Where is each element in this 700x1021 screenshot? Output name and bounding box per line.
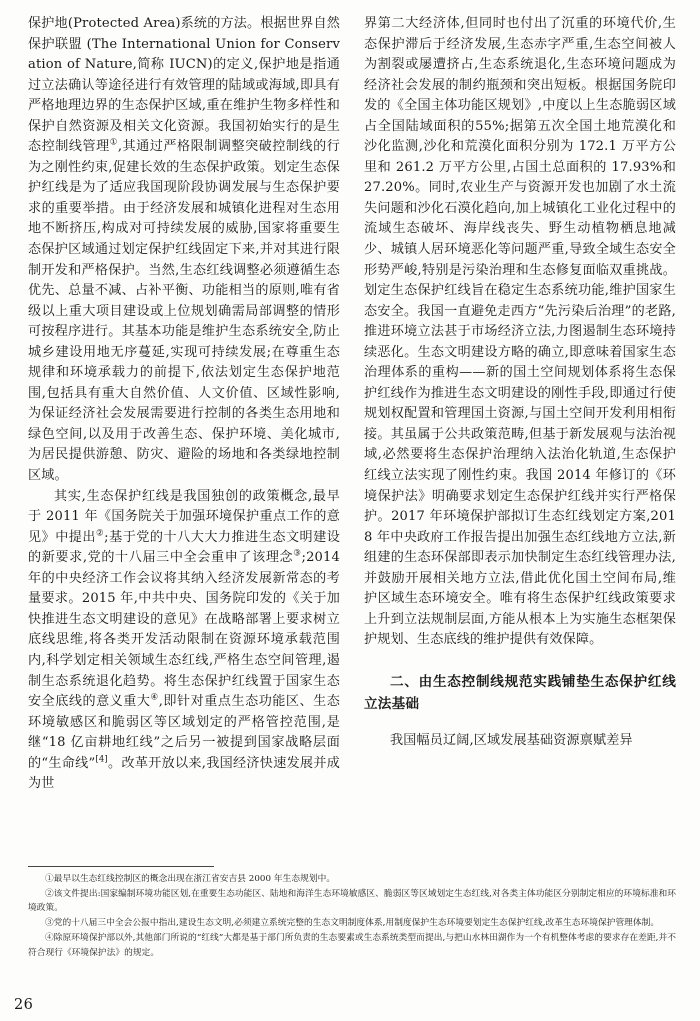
paragraph-continued [28,14,340,487]
paragraph-text-after-ref: ,其通过严格限制调整突破控制线的行为之刚性约束,促建长效的生态保护政策。划定生态保护红线是为了适应我国现阶段协调发展与生态保护要求的重要举措。由于经济发展和城镇化进程对生态用地不断挤压,构成对可持续发展的威胁,国家将重要生态保护区域通过划定保护红线固定下来,并对其进行限制开发和严格保护。当然,生态红线调整必须遵循生态优先、总量不减、占补平衡、功能相当的原则,唯有省级以上重大项目建设或上位规划确需局部调整的情形可按程序进行。其基本功能是维护生态系统安全,防止城乡建设用地无序蔓延,实现可持续发展;在尊重生态规律和环境承载力的前提下,依法划定生态保护地范围,包括具有重大自然价值、人文价值、区域性影响,为保证经济社会发展需要进行控制的各类生态用地和绿色空间,以及用于改善生态、保护环境、美化城市,为居民提供游憩、防灾、避险的场地和各类绿地控制区域。 [28,139,341,484]
left-column [28,14,340,854]
paragraph-2 [28,487,340,795]
page-number: 26 [14,997,34,1013]
footnote-item: ②该文件提出:国家编制环境功能区划,在重要生态功能区、陆地和海洋生态环境敏感区、脆弱区等区域划定生态红线,对各类主体功能区分别制定相应的环境标准和环境政策。 [28,888,676,914]
footnote-ref-4[interactable]: ④ [150,692,159,703]
paragraph-text-after-ref-3: ,即针对重点生态功能区、生态环境敏感区和脆弱区等区域划定的严格管控范围,是继“18 亿亩耕地红线”之后另一被提到国家战略层面的“生命线” [28,694,341,771]
right-column [364,14,676,854]
paragraph-continued-right: 界第二大经济体,但同时也付出了沉重的环境代价,生态保护滞后于经济发展,生态赤字严重,生态空间被人为割裂或屡遭挤占,生态系统退化,生态环境问题成为经济社会发展的制约瓶颈和突出短板。根据国务院印发的《全国主体功能区规划》,中度以上生态脆弱区域占全国陆域面积的55%;据第五次全国土地荒漠化和沙化监测,沙化和荒漠化面积分别为 172.1 万平方公里和 261.2 万平方公里,占国土总面积的 17.93%和 27.20%。同时,农业生产与资源开发也加剧了水土流失问题和沙化石漠化趋向,加上城镇化工业化过程中的流域生态破坏、海岸线丧失、野生动植物栖息地减少、城镇人居环境恶化等问题严重,导致全域生态安全形势严峻,特别是污染治理和生态修复面临双重挑战。划定生态保护红线旨在稳定生态系统功能,维护国家生态安全。我国一直避免走西方“先污染后治理”的老路,推进环境立法甚于市场经济立法,力图遏制生态环境持续恶化。生态文明建设方略的确立,即意味着国家生态治理体系的重构——新的国土空间规划体系将生态保护红线作为推进生态文明建设的刚性手段,即通过行使规划权配置和管理国土资源,与国土空间开发利用相衔接。其虽属于公共政策范畴,但基于新发展观与法治视域,必然要将生态保护治理纳入法治化轨道,生态保护红线立法实现了刚性约束。我国 2014 年修订的《环境保护法》明确要求划定生态保护红线并实行严格保护。2017 年环境保护部拟订生态红线划定方案,2018 年中央政府工作报告提出加强生态红线地方立法,新组建的生态环保部即表示加快制定生态红线管理办法,并鼓励开展相关地方立法,借此优化国土空间布局,维护区域生态环境安全。唯有将生态保护红线政策要求上升到立法规制层面,方能从根本上为实施生态框架保护规划、生态底线的维护提供有效保障。 [364,16,676,648]
paragraph-text-after-ref: ;基于党的十八大大力推进生态文明建设的新要求,党的十八届三中全会重申了该理念 [28,529,340,566]
paragraph-section-opening: 我国幅员辽阔,区域发展基础资源禀赋差异 [390,732,633,748]
footnote-ref-3[interactable]: ③ [293,548,302,559]
paragraph-text-after-ref-2: ;2014 年的中央经济工作会议将其纳入经济发展新常态的考量要求。2015 年,中共中央、国务院印发的《关于加快推进生态文明建设的意见》在战略部署上要求树立底线思维,将各类开发活动限制在资源环境承载范围内,科学划定相关领域生态红线,严格生态空间管理,遏制生态系统退化趋势。将生态保护红线置于国家生态安全底线的意义重大 [28,550,340,710]
citation-ref-4[interactable]: [4] [95,754,108,765]
footnote-item: ④除原环境保护部以外,其他部门所说的“红线”大都是基于部门所负责的生态要素或生态系统类型而提出,与把山水林田湖作为一个有机整体考虑的要求存在差距,并不符合现行《环境保护法》的规定。 [28,933,676,958]
paragraph-text: 其实,生态保护红线是我国独创的政策概念,最早于 2011 年《国务院关于加强环境保护重点工作的意见》中提出 [28,488,340,545]
footnote-ref-1[interactable]: ① [109,137,118,148]
two-column-body [28,14,676,854]
section-heading: 二、由生态控制线规范实践铺垫生态保护红线立法基础 [364,673,676,712]
footnote-item: ③党的十八届三中全会公报中指出,建设生态文明,必须建立系统完整的生态文明制度体系,用制度保护生态环境要划定生态保护红线,改革生态环境保护管理体制。 [45,918,660,929]
paragraph-text: 保护地(Protected Area)系统的方法。根据世界自然保护联盟 (The International Union for Conservation of Nature,简称 IUCN)的定义,保护地是指通过立法确认等途径进行有效管理的陆域或海域,即具有严格地理边界的生态保护区域,重在维护生物多样性和保护自然资源及相关文化资源。我国初始实行的是生态控制线管理 [28,16,340,155]
paragraph-text-after-ref-4: 。改革开放以来,我国经济快速发展并成为世 [28,755,340,792]
footnote-separator-rule [28,866,214,867]
footnote-block [28,866,676,960]
footnote-item: ①最早以生态红线控制区的概念出现在浙江省安吉县 2000 年生态规划中。 [45,874,336,884]
footnote-ref-2[interactable]: ② [96,528,105,539]
